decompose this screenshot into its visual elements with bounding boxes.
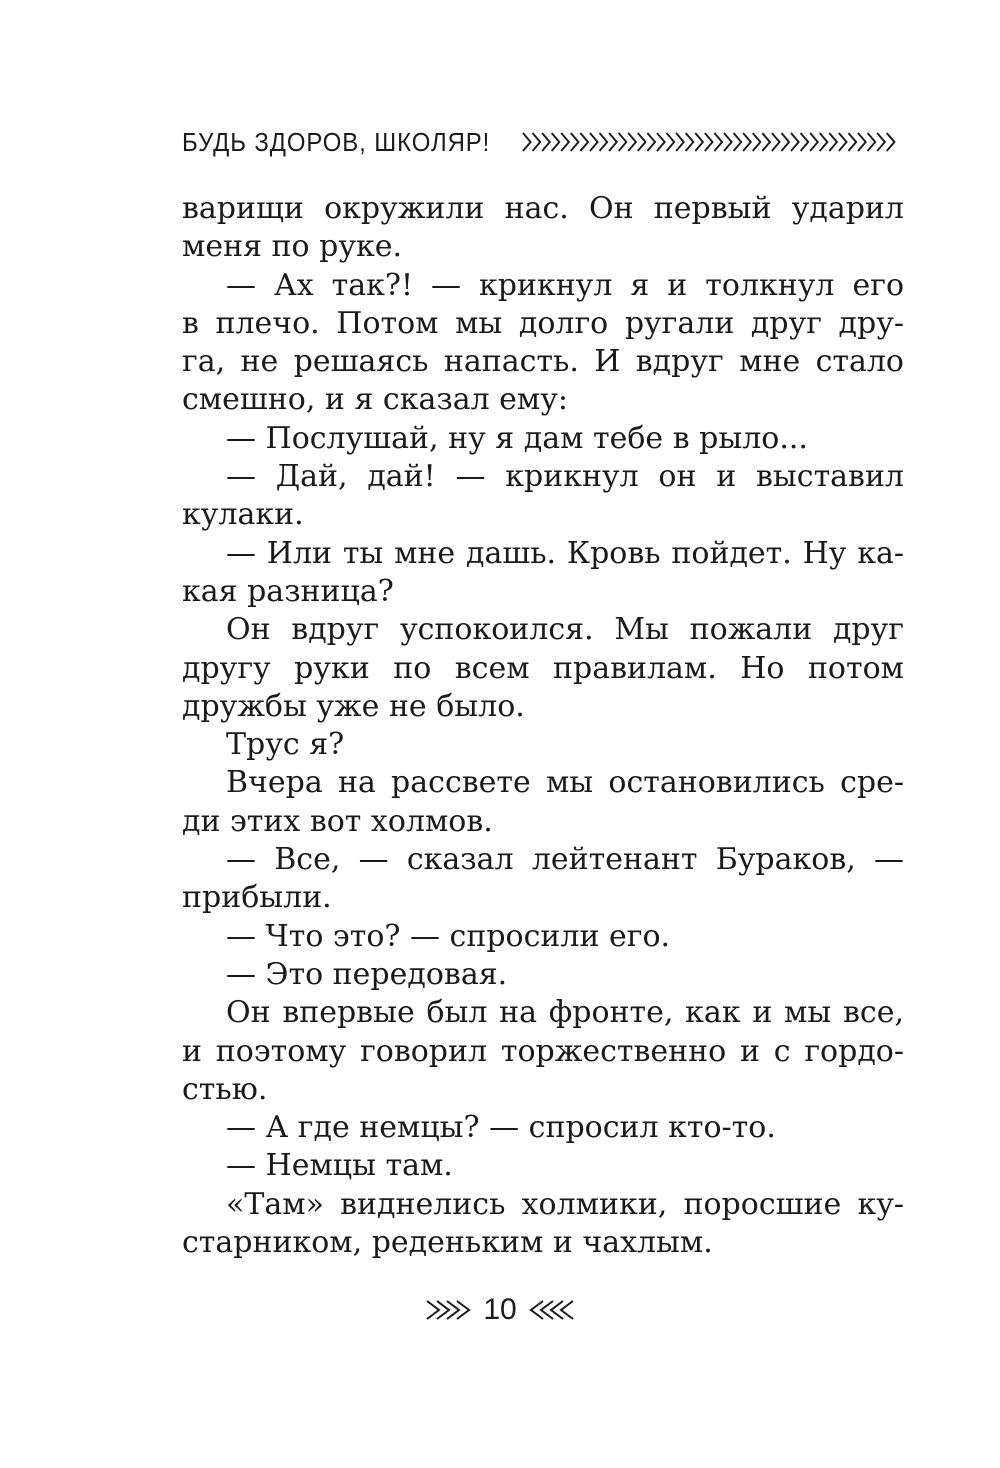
text-line: дружбы уже не было. xyxy=(182,688,525,724)
text-line: ди этих вот холмов. xyxy=(182,803,493,839)
text-line: стью. xyxy=(182,1071,268,1107)
text-line: — Ах так?! — крикнул я и толкнул его xyxy=(226,267,904,303)
text-line: прибыли. xyxy=(182,880,332,916)
page-number: 10 xyxy=(483,1293,517,1326)
text-line: — А где немцы? — спросил кто-то. xyxy=(226,1110,776,1146)
text-line: в плечо. Потом мы долго ругали друг дру- xyxy=(182,305,904,341)
text-line: — Это передовая. xyxy=(226,956,508,992)
text-line: Он впервые был на фронте, как и мы все, xyxy=(226,995,904,1031)
text-line: варищи окружили нас. Он первый ударил xyxy=(182,191,904,226)
text-line: — Или ты мне дашь. Кровь пойдет. Ну ка- xyxy=(226,535,904,571)
text-line: — Все, — сказал лейтенант Бураков, — xyxy=(226,842,904,878)
text-line: — Послушай, ну я дам тебе в рыло... xyxy=(226,420,808,456)
chevrons-left-icon xyxy=(529,1297,575,1323)
text-line: «Там» виднелись холмики, поросшие ку- xyxy=(226,1186,904,1222)
running-head xyxy=(182,122,904,162)
body-text xyxy=(182,190,904,1262)
text-line: — Немцы там. xyxy=(226,1148,453,1184)
text-line: Он вдруг успокоился. Мы пожали друг xyxy=(226,612,904,648)
chevron-ornament-icon xyxy=(521,129,904,155)
text-line: Трус я? xyxy=(226,727,345,763)
text-line: старником, реденьким и чахлым. xyxy=(182,1225,713,1261)
text-line: га, не решаясь напасть. И вдруг мне стало xyxy=(182,344,904,380)
text-line: другу руки по всем правилам. Но потом xyxy=(182,650,904,686)
text-line: смешно, и я сказал ему: xyxy=(182,382,569,418)
text-line: Вчера на рассвете мы остановились сре- xyxy=(226,765,904,801)
text-line: кулаки. xyxy=(182,497,304,533)
page-footer xyxy=(0,1290,1000,1330)
text-line: и поэтому говорил торжественно и с гордо- xyxy=(182,1033,904,1069)
text-line: кая разница? xyxy=(182,573,394,609)
chevrons-right-icon xyxy=(425,1297,471,1323)
text-line: меня по руке. xyxy=(182,229,403,265)
running-head-title: БУДЬ ЗДОРОВ, ШКОЛЯР! xyxy=(182,126,491,157)
text-line: — Что это? — спросили его. xyxy=(226,918,671,954)
text-line: — Дай, дай! — крикнул он и выставил xyxy=(226,459,904,495)
